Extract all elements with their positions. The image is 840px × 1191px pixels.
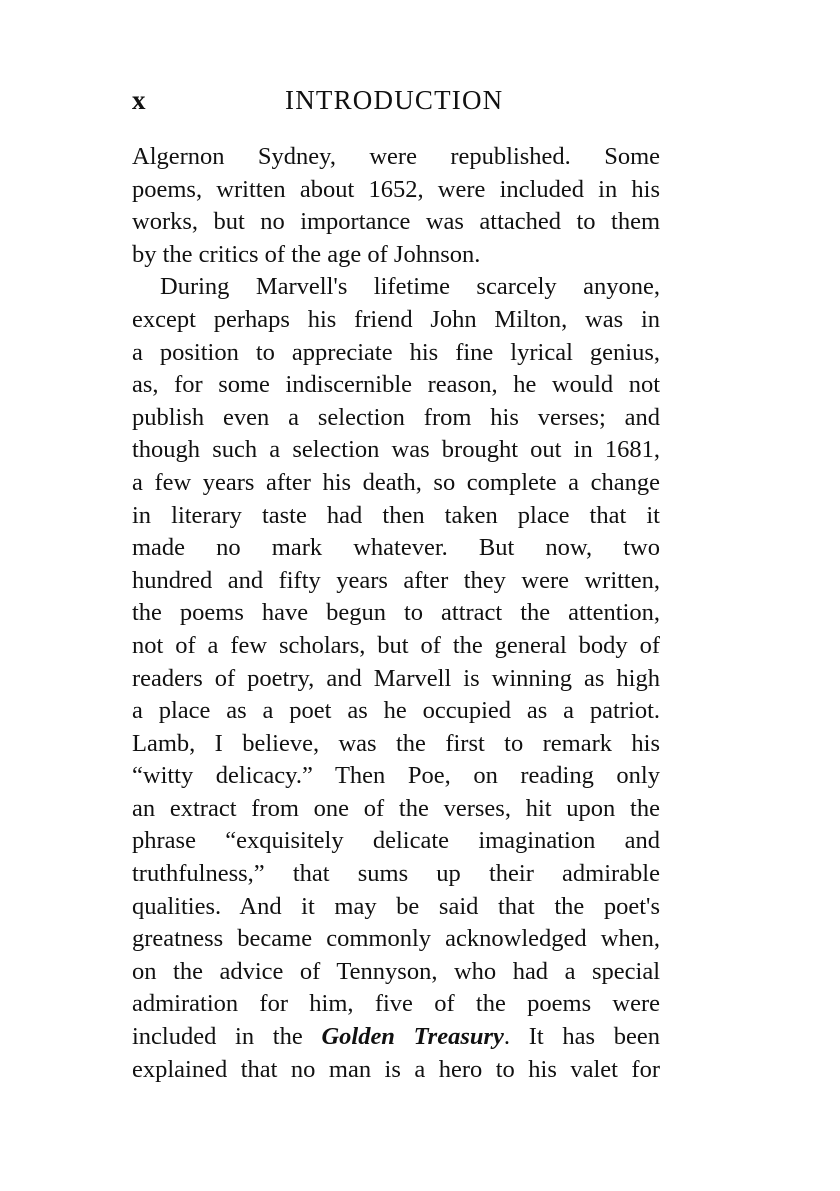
text-line: a place as a poet as he occupied as a patriot.	[132, 697, 660, 725]
text-line: publish even a selection from his verses; and	[132, 403, 660, 431]
page-header	[132, 84, 660, 116]
text-line: truthfulness,” that sums up their admirable	[132, 860, 660, 888]
text-segment: . It has been	[503, 1023, 660, 1051]
text-line: on the advice of Tennyson, who had a special	[132, 957, 660, 985]
text-line: admiration for him, five of the poems were	[132, 990, 660, 1018]
text-line: qualities. And it may be said that the poet's	[132, 892, 660, 920]
text-line: by the critics of the age of Johnson.	[132, 240, 481, 268]
text-line: Lamb, I believe, was the first to remark his	[132, 729, 660, 757]
text-line: During Marvell's lifetime scarcely anyone,	[160, 273, 660, 301]
text-segment: included in the	[132, 1023, 322, 1051]
text-line: in literary taste had then taken place that it	[132, 501, 660, 529]
text-line: a position to appreciate his fine lyrical genius,	[132, 338, 660, 366]
page-number: x	[132, 85, 146, 115]
text-line: though such a selection was brought out in 1681,	[132, 436, 660, 464]
text-line: an extract from one of the verses, hit upon the	[132, 794, 660, 822]
text-line: “witty delicacy.” Then Poe, on reading only	[132, 762, 660, 790]
text-line: the poems have begun to attract the attention,	[132, 599, 660, 627]
text-line: works, but no importance was attached to them	[132, 208, 660, 236]
text-line: except perhaps his friend John Milton, was in	[132, 305, 660, 333]
text-line: greatness became commonly acknowledged when,	[132, 925, 660, 953]
text-line: made no mark whatever. But now, two	[132, 534, 660, 562]
text-line: as, for some indiscernible reason, he would not	[132, 371, 660, 399]
text-line: Algernon Sydney, were republished. Some	[132, 143, 660, 170]
running-title: INTRODUCTION	[285, 85, 504, 115]
text-line: hundred and fifty years after they were written,	[132, 566, 660, 594]
text-line: explained that no man is a hero to his valet for	[132, 1055, 660, 1083]
body-text	[132, 141, 660, 1086]
text-line-with-title	[132, 1021, 660, 1054]
text-line: phrase “exquisitely delicate imagination and	[132, 827, 660, 855]
text-line: poems, written about 1652, were included in his	[132, 175, 660, 203]
book-title: Golden Treasury	[321, 1023, 504, 1051]
text-line: not of a few scholars, but of the general body of	[132, 631, 660, 659]
text-line: a few years after his death, so complete a change	[132, 468, 660, 496]
text-line: readers of poetry, and Marvell is winning as high	[132, 664, 660, 692]
